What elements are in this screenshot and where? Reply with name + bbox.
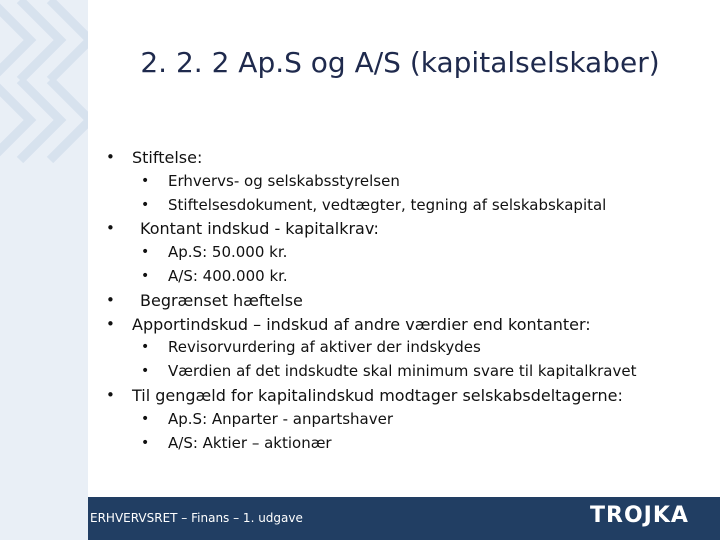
bullet-text: Kontant indskud - kapitalkrav: bbox=[140, 219, 379, 239]
bullet-text: A/S: 400.000 kr. bbox=[168, 266, 288, 285]
bullet-icon: • bbox=[106, 385, 115, 404]
bullet-text: A/S: Aktier – aktionær bbox=[168, 433, 332, 452]
bullet-text: Stiftelsesdokument, vedtægter, tegning af selskabskapital bbox=[168, 195, 607, 214]
bullet-icon: • bbox=[141, 172, 150, 189]
bullet-item bbox=[106, 217, 706, 241]
bullet-icon: • bbox=[106, 148, 115, 166]
trojka-logo: TROJKA bbox=[590, 503, 689, 528]
decorative-side-panel bbox=[0, 0, 88, 540]
bullet-icon: • bbox=[141, 267, 150, 284]
sub-bullet-item bbox=[106, 194, 706, 218]
bullet-icon: • bbox=[106, 314, 115, 333]
bullet-icon: • bbox=[106, 290, 115, 309]
bullet-text: Revisorvurdering af aktiver der indskydes bbox=[168, 338, 481, 357]
bullet-list bbox=[106, 146, 706, 455]
bullet-text: Stiftelse: bbox=[132, 148, 203, 167]
sub-bullet-item bbox=[106, 408, 706, 432]
bullet-icon: • bbox=[141, 196, 150, 213]
bullet-text: Erhvervs- og selskabsstyrelsen bbox=[168, 171, 400, 190]
bullet-item bbox=[106, 146, 706, 170]
sub-bullet-item bbox=[106, 360, 706, 384]
bullet-icon: • bbox=[141, 363, 150, 380]
bullet-text: Ap.S: 50.000 kr. bbox=[168, 243, 288, 262]
sub-bullet-item bbox=[106, 170, 706, 194]
sub-bullet-item bbox=[106, 265, 706, 289]
bullet-icon: • bbox=[141, 434, 150, 451]
bullet-text: Værdien af det indskudte skal minimum svare til kapitalkravet bbox=[168, 362, 637, 381]
bullet-item bbox=[106, 313, 706, 337]
bullet-item bbox=[106, 289, 706, 313]
bullet-text: Begrænset hæftelse bbox=[140, 290, 303, 310]
bullet-icon: • bbox=[106, 219, 115, 238]
chevron-pattern bbox=[0, 0, 88, 540]
bullet-text: Ap.S: Anparter - anpartshaver bbox=[168, 409, 394, 428]
bullet-text: Apportindskud – indskud af andre værdier end kontanter: bbox=[132, 314, 591, 334]
bullet-icon: • bbox=[141, 339, 150, 356]
slide-title: 2. 2. 2 Ap.S og A/S (kapitalselskaber) bbox=[140, 46, 660, 79]
bullet-text: Til gengæld for kapitalindskud modtager selskabsdeltagerne: bbox=[132, 385, 623, 405]
sub-bullet-item bbox=[106, 336, 706, 360]
bullet-icon: • bbox=[141, 410, 150, 427]
sub-bullet-item bbox=[106, 432, 706, 456]
footer-text: ERHVERVSRET – Finans – 1. udgave bbox=[90, 511, 303, 525]
bullet-item bbox=[106, 384, 706, 408]
bullet-icon: • bbox=[141, 244, 150, 261]
sub-bullet-item bbox=[106, 241, 706, 265]
